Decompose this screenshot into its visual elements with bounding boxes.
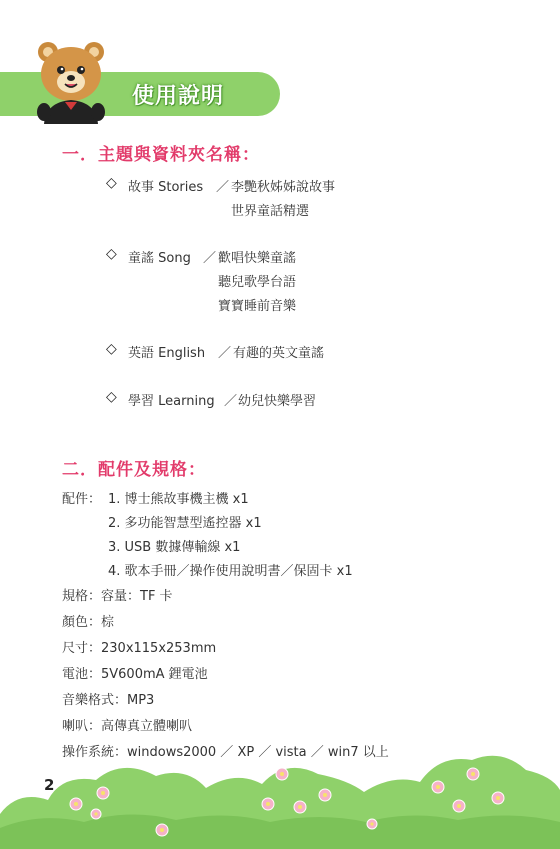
topic-entry: 世界童話精選 xyxy=(231,204,310,219)
diamond-bullet-icon: ◇ xyxy=(106,175,117,191)
spec-line: 喇叭：高傳真立體喇叭 xyxy=(62,719,193,734)
bear-mascot-icon xyxy=(34,40,108,124)
diamond-bullet-icon: ◇ xyxy=(106,341,117,357)
diamond-bullet-icon: ◇ xyxy=(106,389,117,405)
spec-line: 音樂格式：MP3 xyxy=(62,693,155,708)
spec-line: 操作系統：windows2000 ／ XP ／ vista ／ win7 以上 xyxy=(62,745,389,760)
topic-entry: 歡唱快樂童謠 xyxy=(218,251,297,266)
topic-separator: ／ xyxy=(224,394,238,409)
topic-entry: 有趣的英文童謠 xyxy=(233,346,325,361)
accessory-item: 2. 多功能智慧型遙控器 x1 xyxy=(108,516,262,531)
accessory-item: 4. 歌本手冊／操作使用說明書／保固卡 x1 xyxy=(108,564,353,579)
section-heading-specs: 二．配件及規格： xyxy=(62,460,206,480)
spec-line: 電池：5V600mA 鋰電池 xyxy=(62,667,208,682)
spec-line: 顏色：棕 xyxy=(62,615,115,630)
accessory-item: 1. 博士熊故事機主機 x1 xyxy=(108,492,249,507)
topic-entry: 李艷秋姊姊說故事 xyxy=(231,180,336,195)
page-number: 2 xyxy=(44,776,55,794)
topic-entry: 聽兒歌學台語 xyxy=(218,275,297,290)
accessories-label: 配件： xyxy=(62,492,102,507)
accessory-item: 3. USB 數據傳輸線 x1 xyxy=(108,540,241,555)
flower-bush-icon xyxy=(0,730,560,849)
topic-title: 英語 English xyxy=(128,346,206,361)
spec-line: 規格：容量：TF 卡 xyxy=(62,589,173,604)
topic-entry: 幼兒快樂學習 xyxy=(238,394,317,409)
section-heading-topics: 一．主題與資料夾名稱： xyxy=(62,145,260,165)
topic-entry: 寶寶睡前音樂 xyxy=(218,299,297,314)
topic-separator: ／ xyxy=(218,346,232,361)
topic-title: 童謠 Song xyxy=(128,251,191,266)
topic-separator: ／ xyxy=(203,251,217,266)
diamond-bullet-icon: ◇ xyxy=(106,246,117,262)
topic-separator: ／ xyxy=(216,180,230,195)
topic-title: 故事 Stories xyxy=(128,180,204,195)
spec-line: 尺寸：230x115x253mm xyxy=(62,641,217,656)
page-title: 使用說明 xyxy=(132,84,225,109)
topic-title: 學習 Learning xyxy=(128,394,215,409)
